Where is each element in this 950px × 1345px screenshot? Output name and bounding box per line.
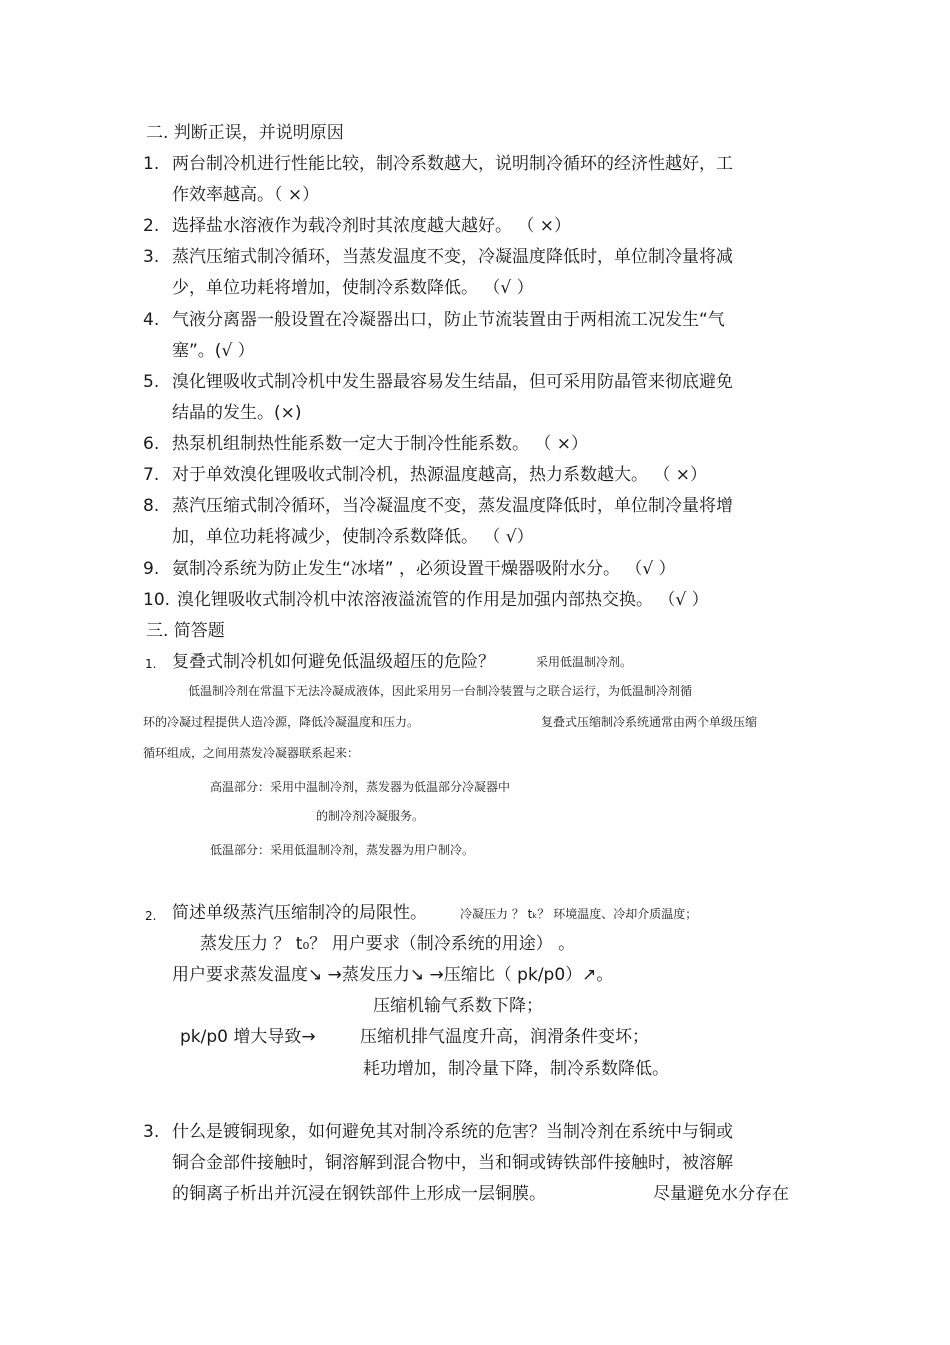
item-5-line-2: 结晶的发生。(×) [172, 403, 302, 423]
item-8-line-1: 蒸汽压缩式制冷循环，当冷凝温度不变，蒸发温度降低时，单位制冷量将增 [172, 496, 733, 516]
item-5-line-1: 溴化锂吸收式制冷机中发生器最容易发生结晶，但可采用防晶管来彻底避免 [172, 372, 733, 392]
q1-high-temp-line-1: 高温部分：采用中温制冷剂，蒸发器为低温部分冷凝器中 [210, 780, 511, 794]
q1-low-temp-line: 低温部分：采用低温制冷剂，蒸发器为用户制冷。 [210, 843, 475, 857]
item-1-line-2: 作效率越高。（ ×） [172, 185, 320, 205]
item-6-line-1: 热泵机组制热性能系数一定大于制冷性能系数。 （ ×） [172, 434, 589, 454]
item-4-number: 4. [143, 310, 160, 330]
q2-line-5b: 压缩机排气温度升高，润滑条件变坏； [360, 1027, 649, 1047]
section-3-heading: 三. 简答题 [146, 621, 225, 641]
item-4-line-2: 塞”。(√ ） [172, 341, 255, 361]
q1-paragraph-line-3: 循环组成，之间用蒸发冷凝器联系起来： [143, 746, 360, 760]
item-2-number: 2. [143, 216, 160, 236]
q3-number: 3. [143, 1122, 160, 1142]
item-6-number: 6. [143, 434, 160, 454]
q3-line-1: 什么是镀铜现象，如何避免其对制冷系统的危害？当制冷剂在系统中与铜或 [172, 1122, 733, 1142]
item-9-line-1: 氨制冷系统为防止发生“冰堵” ，必须设置干燥器吸附水分。 （√ ） [172, 559, 676, 579]
q2-number: 2. [145, 909, 157, 923]
q3-line-2: 铜合金部件接触时，铜溶解到混合物中，当和铜或铸铁部件接触时，被溶解 [172, 1153, 733, 1173]
q1-paragraph-line-2a: 环的冷凝过程提供人造冷源，降低冷凝温度和压力。 [143, 715, 420, 729]
item-1-line-1: 两台制冷机进行性能比较，制冷系数越大，说明制冷循环的经济性越好，工 [172, 154, 733, 174]
q1-answer-inline: 采用低温制冷剂。 [536, 655, 633, 669]
item-10-number: 10. [143, 590, 171, 610]
q2-line-6: 耗功增加，制冷量下降，制冷系数降低。 [363, 1059, 669, 1079]
q2-line-5a: pk/p0 增大导致→ [180, 1027, 316, 1047]
item-2-line-1: 选择盐水溶液作为载冷剂时其浓度越大越好。 （ ×） [172, 216, 572, 236]
q1-high-temp-line-2: 的制冷剂冷凝服务。 [316, 809, 425, 823]
q1-paragraph-line-1: 低温制冷剂在常温下无法冷凝成液体，因此采用另一台制冷装置与之联合运行，为低温制冷剂循 [188, 684, 693, 698]
q1-paragraph-line-2b: 复叠式压缩制冷系统通常由两个单级压缩 [541, 715, 758, 729]
item-10-line-1: 溴化锂吸收式制冷机中浓溶液溢流管的作用是加强内部热交换。 （√ ） [177, 590, 709, 610]
q1-number: 1. [145, 657, 157, 671]
item-3-number: 3. [143, 247, 160, 267]
q1-question: 复叠式制冷机如何避免低温级超压的危险？ [172, 652, 495, 672]
item-3-line-1: 蒸汽压缩式制冷循环，当蒸发温度不变，冷凝温度降低时，单位制冷量将减 [172, 247, 733, 267]
item-1-number: 1. [143, 154, 160, 174]
section-2-heading: 二. 判断正误，并说明原因 [146, 123, 344, 143]
item-4-line-1: 气液分离器一般设置在冷凝器出口，防止节流装置由于两相流工况发生“气 [172, 310, 725, 330]
q2-line-2: 蒸发压力 ？ t₀？ 用户要求（制冷系统的用途） 。 [200, 934, 576, 954]
item-3-line-2: 少，单位功耗将增加，使制冷系数降低。 （√ ） [172, 278, 534, 298]
q2-line-4: 压缩机输气系数下降； [373, 996, 543, 1016]
item-5-number: 5. [143, 372, 160, 392]
q3-line-3a: 的铜离子析出并沉浸在钢铁部件上形成一层铜膜。 [172, 1184, 546, 1204]
item-8-number: 8. [143, 496, 160, 516]
item-7-number: 7. [143, 465, 160, 485]
item-7-line-1: 对于单效溴化锂吸收式制冷机，热源温度越高，热力系数越大。 （ ×） [172, 465, 708, 485]
q2-inline-note: 冷凝压力 ？ tₖ？ 环境温度、冷却介质温度； [460, 907, 698, 921]
q2-question: 简述单级蒸汽压缩制冷的局限性。 [172, 903, 427, 923]
q2-line-3: 用户要求蒸发温度↘ →蒸发压力↘ →压缩比（ pk/p0）↗。 [172, 965, 614, 985]
item-9-number: 9. [143, 559, 160, 579]
item-8-line-2: 加，单位功耗将减少，使制冷系数降低。 （ √） [172, 527, 534, 547]
q3-line-3b: 尽量避免水分存在 [653, 1184, 789, 1204]
